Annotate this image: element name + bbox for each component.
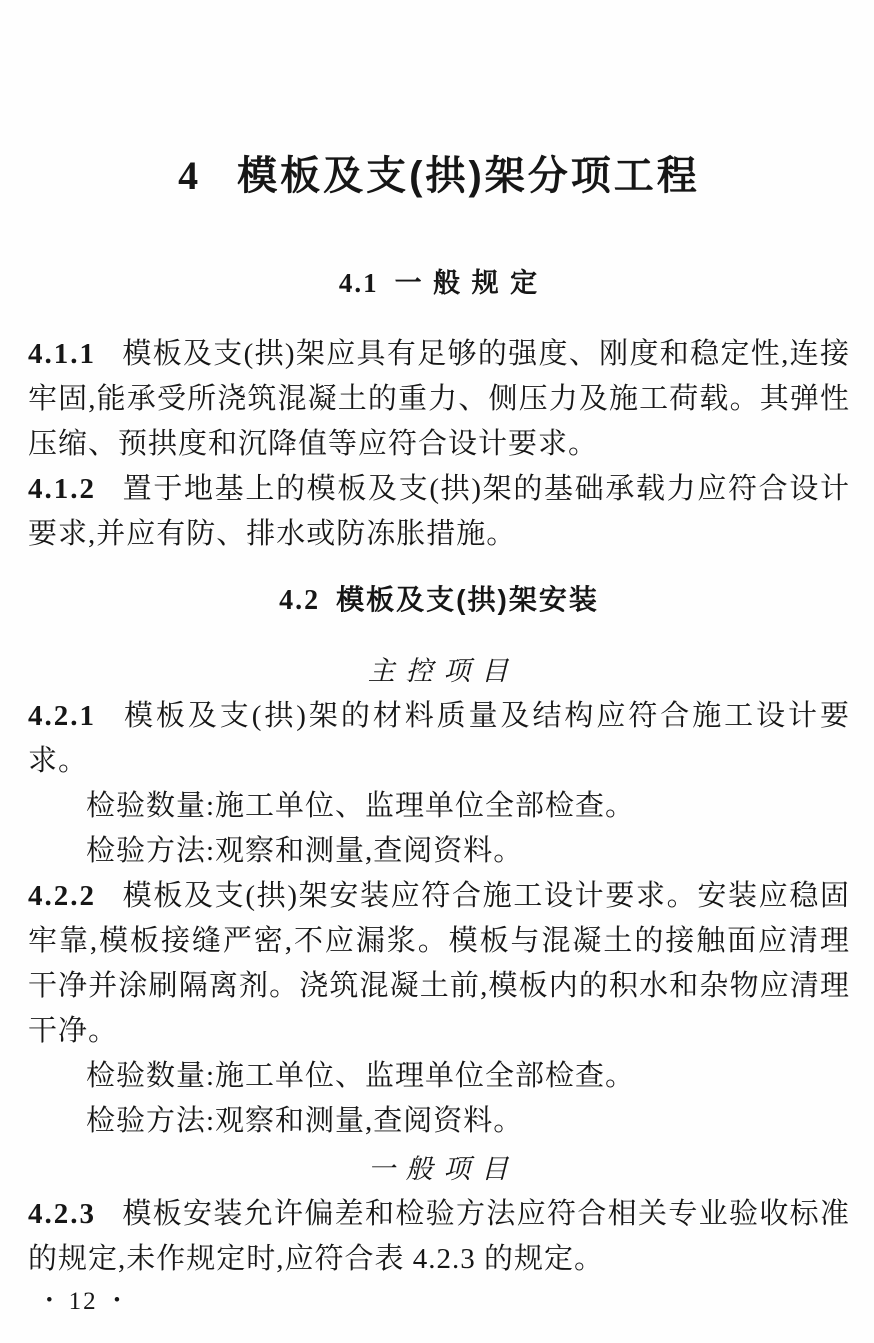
clause-4-1-2 bbox=[28, 467, 850, 557]
section-4-1-number: 4.1 bbox=[338, 268, 379, 298]
clause-4-2-2-inspection-quantity: 检验数量:施工单位、监理单位全部检查。 bbox=[86, 1060, 636, 1092]
subheading-main-control-items: 主 控 项 目 bbox=[367, 656, 511, 686]
section-4-2-number: 4.2 bbox=[279, 585, 321, 616]
section-4-1-title: 一 般 规 定 bbox=[394, 268, 540, 298]
clause-4-2-1-text: 模板及支(拱)架的材料质量及结构应符合施工设计要求。 bbox=[28, 700, 850, 777]
footer-bullet-right: • bbox=[113, 1290, 121, 1311]
clause-4-2-1-number: 4.2.1 bbox=[28, 700, 96, 732]
section-4-2-title: 模板及支(拱)架安装 bbox=[336, 584, 599, 615]
footer-bullet-left: • bbox=[46, 1290, 53, 1311]
chapter-title: 模板及支(拱)架分项工程 bbox=[237, 154, 700, 198]
clause-4-2-1 bbox=[28, 694, 850, 784]
clause-4-1-2-number: 4.1.2 bbox=[28, 473, 96, 505]
clause-4-2-3-number: 4.2.3 bbox=[28, 1198, 96, 1230]
clause-4-2-2-number: 4.2.2 bbox=[28, 880, 96, 912]
clause-4-2-2-text: 模板及支(拱)架安装应符合施工设计要求。安装应稳固牢靠,模板接缝严密,不应漏浆。模板与混凝土的接触面应清理干净并涂刷隔离剂。浇筑混凝土前,模板内的积水和杂物应清理干净。 bbox=[28, 880, 850, 1047]
clause-4-1-2-text: 置于地基上的模板及支(拱)架的基础承载力应符合设计要求,并应有防、排水或防冻胀措施。 bbox=[28, 473, 850, 550]
clause-4-2-3 bbox=[28, 1192, 850, 1282]
clause-4-2-2-inspection-method: 检验方法:观察和测量,查阅资料。 bbox=[86, 1105, 524, 1137]
clause-4-2-3-text: 模板安装允许偏差和检验方法应符合相关专业验收标准的规定,未作规定时,应符合表 4.2.3 的规定。 bbox=[28, 1198, 850, 1275]
clause-4-1-1-text: 模板及支(拱)架应具有足够的强度、刚度和稳定性,连接牢固,能承受所浇筑混凝土的重力、侧压力及施工荷载。其弹性压缩、预拱度和沉降值等应符合设计要求。 bbox=[28, 338, 850, 460]
clause-4-2-1-inspection-method: 检验方法:观察和测量,查阅资料。 bbox=[86, 835, 524, 867]
section-heading-4-2 bbox=[28, 577, 850, 624]
page-number: 12 bbox=[68, 1288, 98, 1315]
clause-4-2-2 bbox=[28, 874, 850, 1054]
chapter-number: 4 bbox=[178, 153, 202, 198]
chapter-heading bbox=[28, 150, 850, 202]
clause-4-2-1-inspection-quantity: 检验数量:施工单位、监理单位全部检查。 bbox=[86, 790, 636, 822]
clause-4-1-1-number: 4.1.1 bbox=[28, 338, 96, 370]
clause-4-1-1 bbox=[28, 332, 850, 467]
subheading-general-items: 一 般 项 目 bbox=[367, 1154, 511, 1184]
page-footer bbox=[46, 1286, 120, 1317]
section-heading-4-1 bbox=[28, 260, 850, 306]
